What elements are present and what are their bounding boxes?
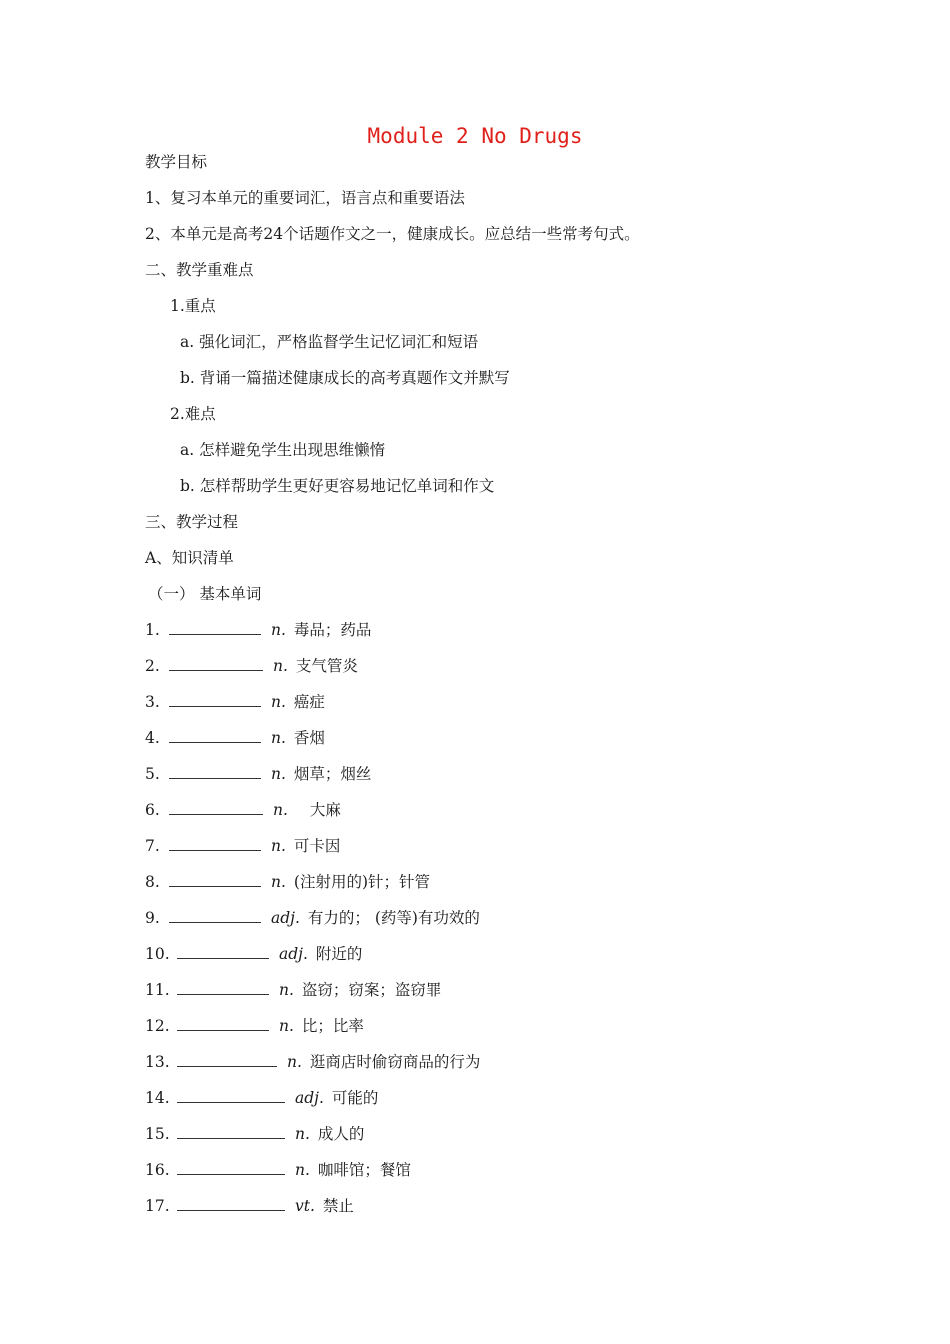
vocab-meaning: (注射用的)针；针管 (293, 873, 431, 891)
answer-blank[interactable] (177, 1196, 285, 1211)
section-heading-process: 三、教学过程 (145, 513, 239, 531)
vocab-item (145, 980, 441, 1000)
section-heading-goals: 教学目标 (145, 153, 208, 171)
vocab-number: 17. (145, 1197, 170, 1215)
answer-blank[interactable] (177, 1052, 277, 1067)
part-of-speech: adj. (295, 1089, 324, 1107)
part-of-speech: n. (271, 765, 286, 783)
vocab-item (145, 728, 325, 748)
vocab-number: 12. (145, 1017, 170, 1035)
vocab-item (145, 692, 325, 712)
vocab-number: 8. (145, 873, 160, 891)
part-of-speech: adj. (279, 945, 308, 963)
vocab-meaning: 烟草；烟丝 (293, 765, 372, 783)
vocab-number: 1. (145, 621, 160, 639)
vocab-number: 14. (145, 1089, 170, 1107)
vocab-item (145, 872, 430, 892)
answer-blank[interactable] (177, 1124, 285, 1139)
difficulty-item: b. 怎样帮助学生更好更容易地记忆单词和作文 (180, 477, 495, 495)
answer-blank[interactable] (169, 800, 263, 815)
part-of-speech: n. (295, 1161, 310, 1179)
vocab-item (145, 800, 341, 820)
vocab-meaning: 可卡因 (293, 837, 341, 855)
page-title: Module 2 No Drugs (367, 124, 583, 148)
vocab-number: 5. (145, 765, 160, 783)
vocab-item (145, 620, 371, 640)
goal-item: 2、本单元是高考24个话题作文之一，健康成长。应总结一些常考句式。 (145, 225, 640, 243)
answer-blank[interactable] (177, 944, 269, 959)
vocab-meaning: 有力的； (药等)有功效的 (307, 909, 480, 927)
answer-blank[interactable] (169, 836, 261, 851)
vocab-meaning: 附近的 (315, 945, 363, 963)
part-of-speech: n. (287, 1053, 302, 1071)
part-of-speech: n. (273, 801, 288, 819)
answer-blank[interactable] (169, 728, 261, 743)
part-of-speech: adj. (271, 909, 300, 927)
vocab-number: 6. (145, 801, 160, 819)
vocab-number: 7. (145, 837, 160, 855)
answer-blank[interactable] (169, 656, 263, 671)
focus-item: a. 强化词汇，严格监督学生记忆词汇和短语 (180, 333, 479, 351)
part-of-speech: n. (271, 693, 286, 711)
subheading-focus: 1.重点 (170, 297, 216, 315)
vocab-item (145, 944, 362, 964)
part-of-speech: n. (279, 1017, 294, 1035)
vocab-meaning: 比；比率 (301, 1017, 364, 1035)
vocab-meaning: 禁止 (322, 1197, 354, 1215)
part-of-speech: n. (271, 873, 286, 891)
answer-blank[interactable] (169, 764, 261, 779)
vocab-meaning: 逛商店时偷窃商品的行为 (309, 1053, 481, 1071)
vocab-meaning: 成人的 (317, 1125, 365, 1143)
vocab-item (145, 1052, 480, 1072)
vocab-meaning: 大麻 (309, 801, 341, 819)
part-of-speech: n. (271, 837, 286, 855)
difficulty-item: a. 怎样避免学生出现思维懒惰 (180, 441, 386, 459)
answer-blank[interactable] (177, 1160, 285, 1175)
answer-blank[interactable] (169, 692, 261, 707)
part-of-speech: n. (279, 981, 294, 999)
vocab-item (145, 1160, 411, 1180)
part-of-speech: n. (273, 657, 288, 675)
vocab-number: 13. (145, 1053, 170, 1071)
subheading-basic-words: （一） 基本单词 (148, 585, 262, 603)
vocab-meaning: 香烟 (293, 729, 325, 747)
answer-blank[interactable] (177, 980, 269, 995)
vocab-number: 4. (145, 729, 160, 747)
answer-blank[interactable] (177, 1088, 285, 1103)
vocab-meaning: 咖啡馆；餐馆 (317, 1161, 411, 1179)
answer-blank[interactable] (177, 1016, 269, 1031)
vocab-number: 15. (145, 1125, 170, 1143)
part-of-speech: n. (271, 729, 286, 747)
vocab-meaning: 可能的 (331, 1089, 379, 1107)
vocab-item (145, 764, 371, 784)
vocab-item (145, 1088, 378, 1108)
vocab-meaning: 癌症 (293, 693, 325, 711)
focus-item: b. 背诵一篇描述健康成长的高考真题作文并默写 (180, 369, 510, 387)
goal-item: 1、复习本单元的重要词汇，语言点和重要语法 (145, 189, 465, 207)
vocab-item (145, 1016, 364, 1036)
vocab-item (145, 1196, 354, 1216)
answer-blank[interactable] (169, 620, 261, 635)
answer-blank[interactable] (169, 908, 261, 923)
vocab-item (145, 1124, 364, 1144)
vocab-meaning: 支气管炎 (295, 657, 358, 675)
vocab-item (145, 908, 480, 928)
subheading-difficulty: 2.难点 (170, 405, 216, 423)
part-of-speech: n. (271, 621, 286, 639)
vocab-number: 9. (145, 909, 160, 927)
subheading-knowledge-list: A、知识清单 (145, 549, 234, 567)
answer-blank[interactable] (169, 872, 261, 887)
vocab-meaning: 毒品；药品 (293, 621, 372, 639)
vocab-number: 10. (145, 945, 170, 963)
section-heading-key-points: 二、教学重难点 (145, 261, 254, 279)
vocab-number: 2. (145, 657, 160, 675)
vocab-item (145, 836, 340, 856)
vocab-number: 11. (145, 981, 170, 999)
part-of-speech: n. (295, 1125, 310, 1143)
part-of-speech: vt. (295, 1197, 315, 1215)
vocab-item (145, 656, 358, 676)
vocab-meaning: 盗窃；窃案；盗窃罪 (301, 981, 442, 999)
vocab-number: 16. (145, 1161, 170, 1179)
vocab-number: 3. (145, 693, 160, 711)
